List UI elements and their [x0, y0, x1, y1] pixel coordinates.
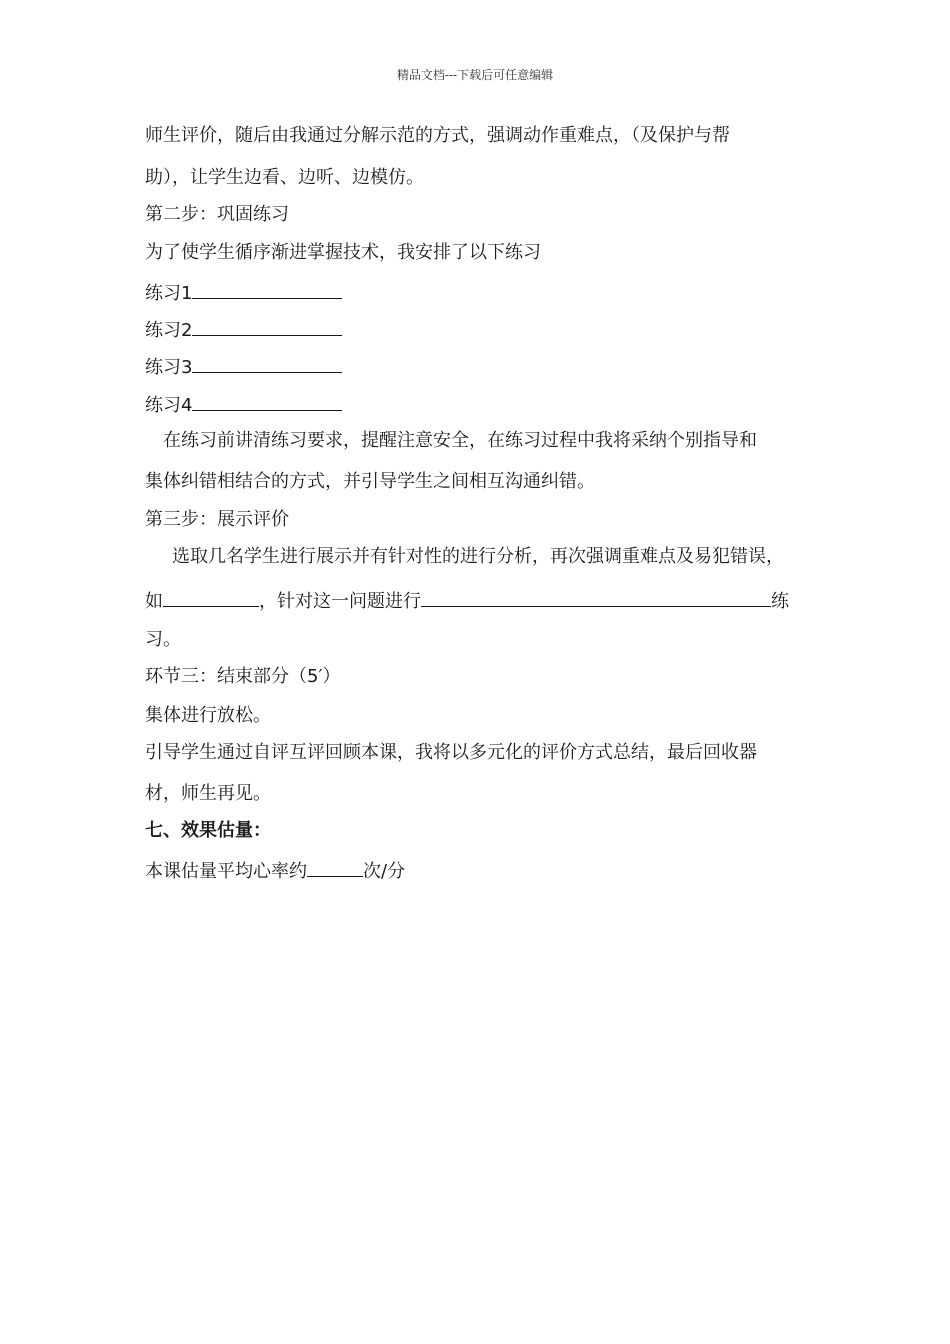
- paragraph-line: 习。: [145, 629, 181, 650]
- paragraph-line: 引导学生通过自评互评回顾本课，我将以多元化的评价方式总结，最后回收器: [145, 742, 757, 763]
- fill-blank: [192, 316, 342, 336]
- exercise-4: [145, 391, 342, 418]
- step-three-heading: 第三步：展示评价: [145, 509, 289, 530]
- paragraph-line: 集体纠错相结合的方式，并引导学生之间相互沟通纠错。: [145, 471, 595, 492]
- exercise-2: [145, 316, 342, 343]
- fill-blank: [421, 587, 771, 607]
- step-two-heading: 第二步：巩固练习: [145, 204, 289, 225]
- exercise-label: 练习1: [145, 283, 193, 304]
- exercise-3: [145, 353, 342, 380]
- exercise-1: [145, 279, 342, 306]
- exercise-label: 练习3: [145, 357, 193, 378]
- text-segment: 次/分: [363, 861, 406, 882]
- exercise-label: 练习2: [145, 320, 193, 341]
- text-segment: ，针对这一问题进行: [259, 591, 421, 612]
- fill-blank: [192, 391, 342, 411]
- text-segment: 本课估量平均心率约: [145, 861, 307, 882]
- paragraph-line: 助），让学生边看、边听、边模仿。: [145, 167, 424, 188]
- paragraph-line-with-blanks: [145, 587, 789, 614]
- paragraph-line: 师生评价，随后由我通过分解示范的方式，强调动作重难点，（及保护与帮: [145, 125, 730, 146]
- fill-blank: [163, 587, 259, 607]
- section-seven-heading: 七、效果估量：: [145, 820, 271, 841]
- exercise-label: 练习4: [145, 395, 193, 416]
- heart-rate-line: [145, 857, 405, 884]
- paragraph-line: 选取几名学生进行展示并有针对性的进行分析，再次强调重难点及易犯错误，: [172, 546, 784, 567]
- text-segment: 如: [145, 591, 163, 612]
- fill-blank: [192, 279, 342, 299]
- fill-blank: [307, 857, 363, 877]
- fill-blank: [192, 353, 342, 373]
- paragraph-line: 在练习前讲清练习要求，提醒注意安全，在练习过程中我将采纳个别指导和: [163, 430, 757, 451]
- page-header: 精品文档---下载后可任意编辑: [396, 68, 554, 82]
- paragraph-line: 集体进行放松。: [145, 705, 271, 726]
- paragraph-line: 材，师生再见。: [145, 783, 271, 804]
- paragraph-line: 为了使学生循序渐进掌握技术，我安排了以下练习: [145, 242, 541, 263]
- text-segment: 练: [771, 591, 789, 612]
- section-three-heading: 环节三：结束部分（5′）: [145, 666, 341, 687]
